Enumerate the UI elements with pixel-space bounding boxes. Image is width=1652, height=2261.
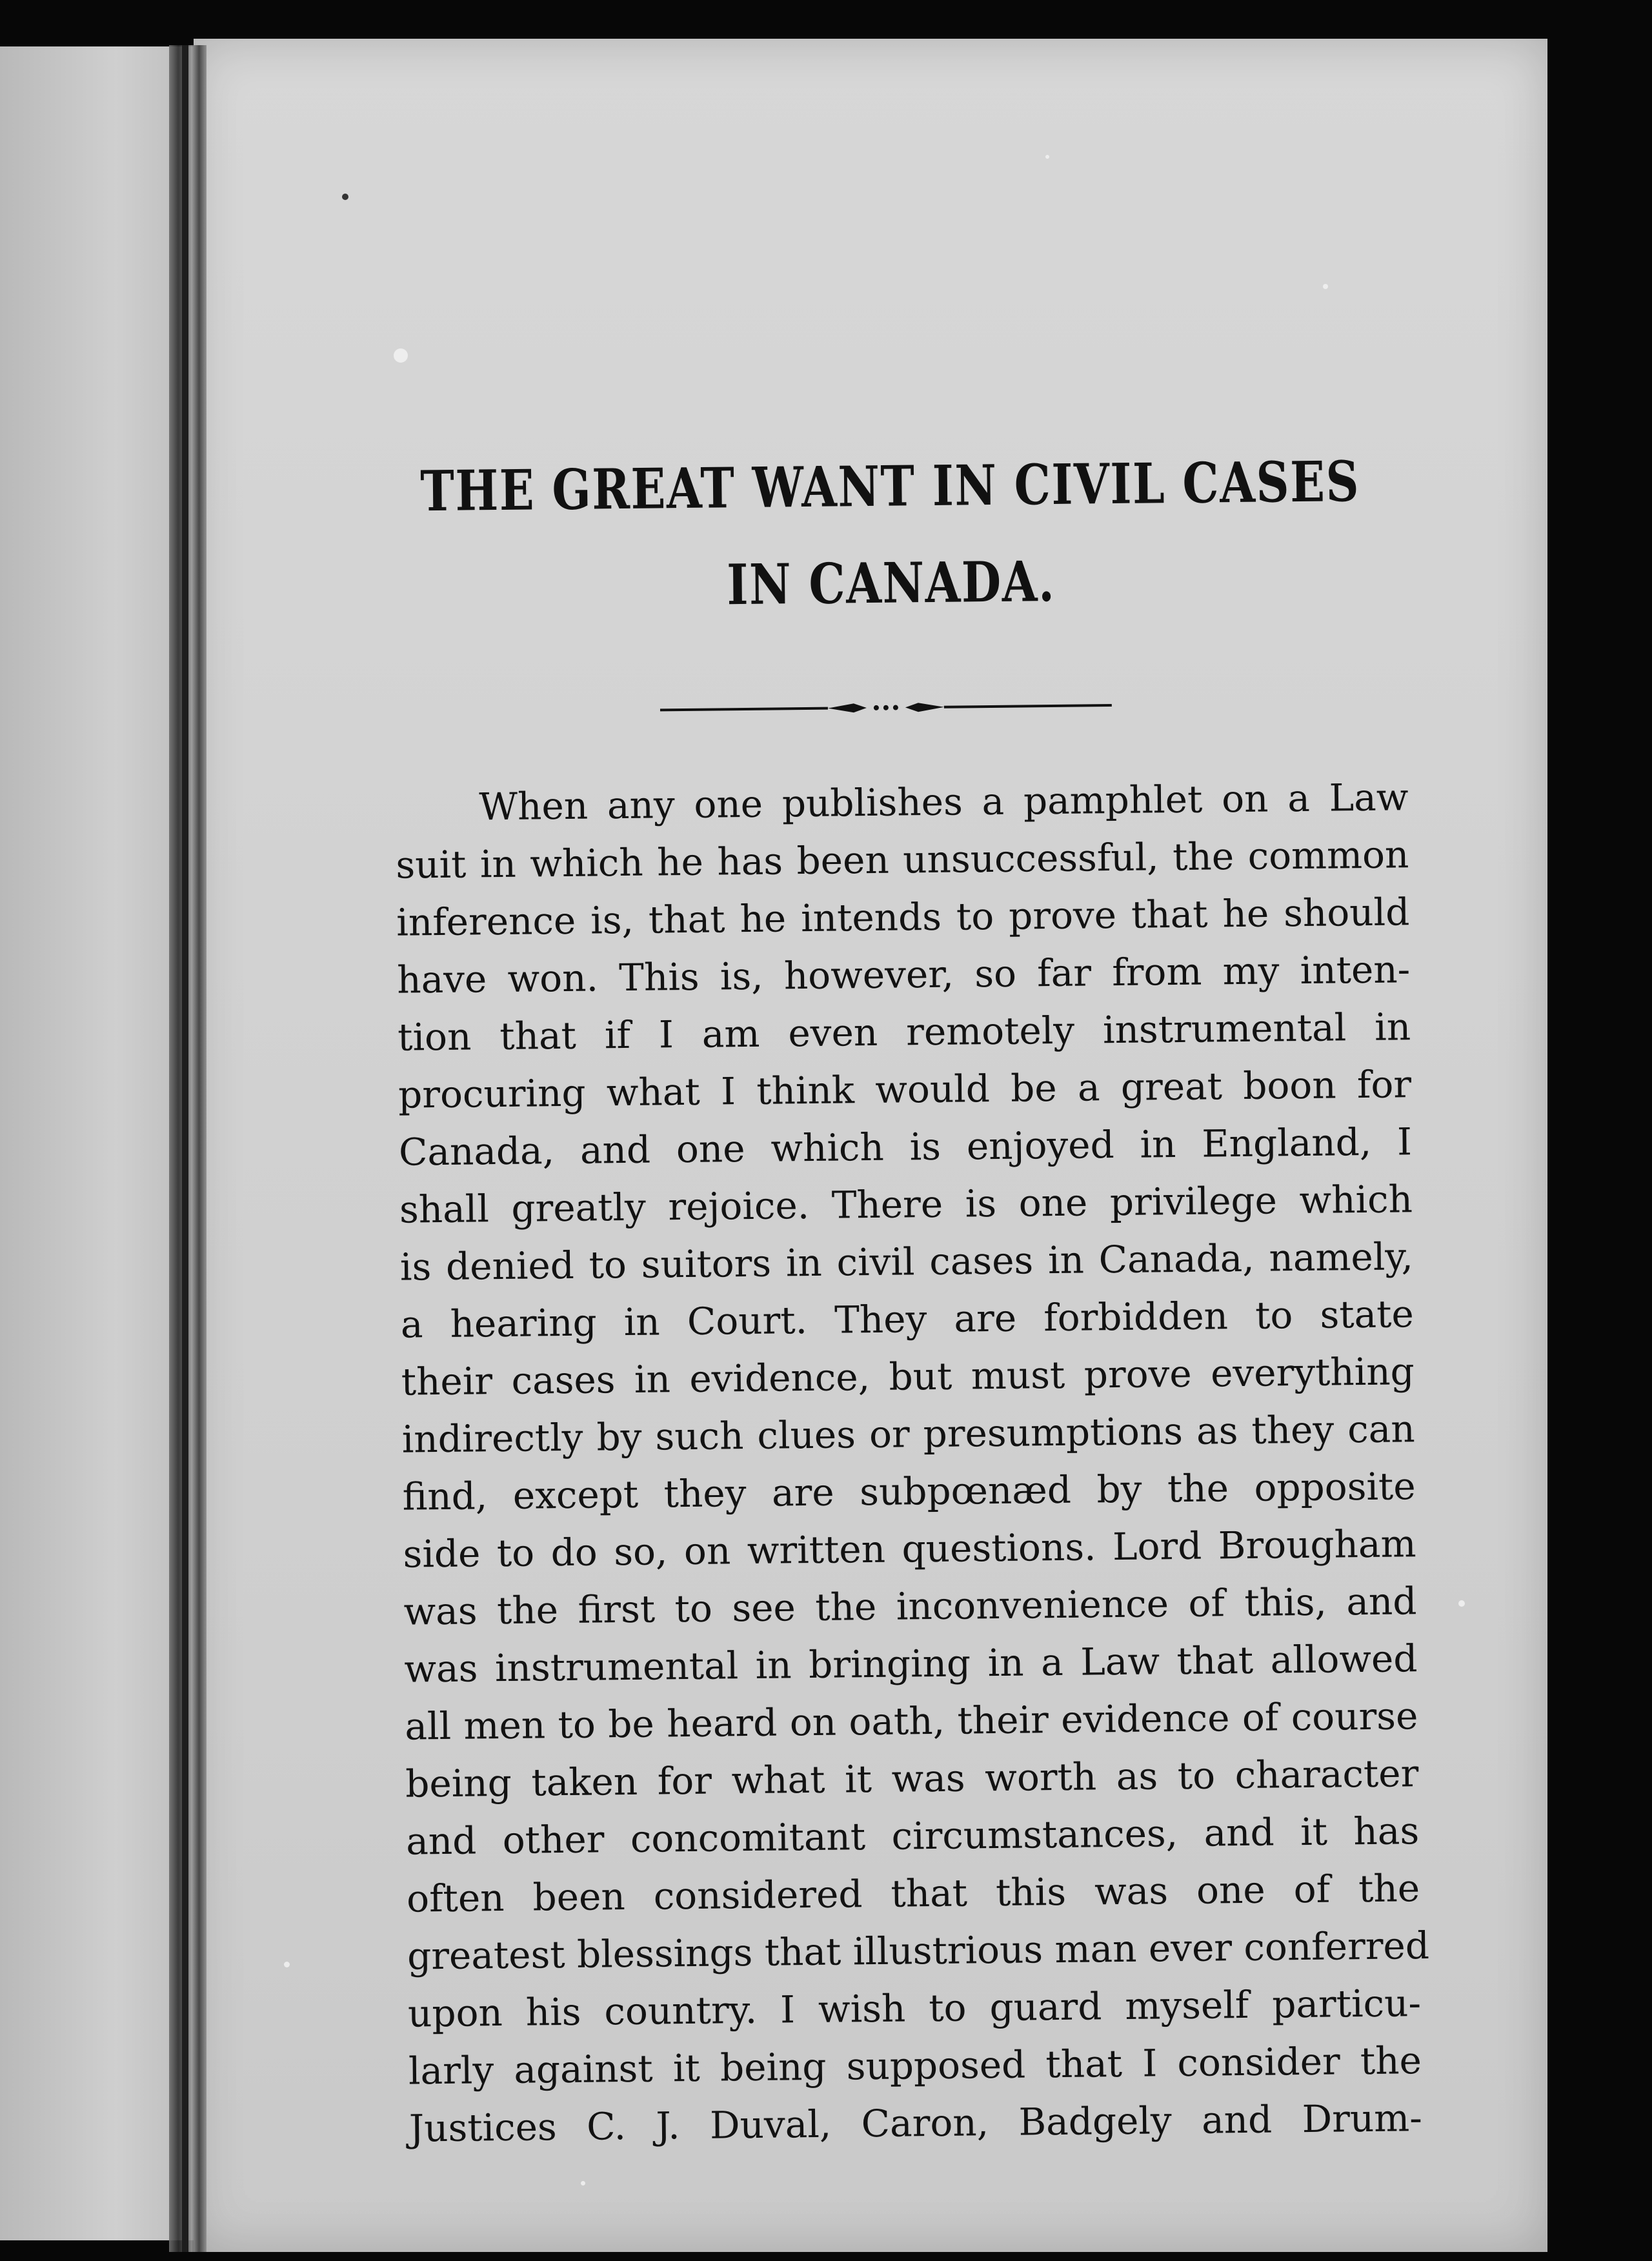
title-ornament-divider	[660, 696, 1112, 719]
title-line-2: IN CANADA.	[726, 548, 1056, 618]
body-paragraph	[395, 769, 1430, 2157]
text-line: tion that if I am even remotely instrumental in	[397, 1005, 1411, 1060]
text-line: all men to be heard on oath, their evidence of course	[405, 1694, 1418, 1749]
text-line: indirectly by such clues or presumptions as they can	[401, 1407, 1416, 1462]
title-line-1: THE GREAT WANT IN CIVIL CASES	[419, 449, 1360, 525]
text-line: and other concomitant circumstances, and it has	[405, 1809, 1420, 1864]
scan-speck	[1323, 284, 1328, 289]
text-line: find, except they are subpœnæd by the opposite	[402, 1464, 1416, 1519]
text-line: Justices C. J. Duval, Caron, Badgely and Drum-	[408, 2096, 1423, 2151]
text-line: have won. This is, however, so far from my inten-	[396, 947, 1411, 1002]
scan-speck	[284, 1962, 290, 1967]
scan-speck	[581, 2181, 585, 2186]
text-line: When any one publishes a pamphlet on a Law	[479, 775, 1409, 829]
scan-speck	[1458, 1600, 1465, 1607]
text-line: was the first to see the inconvenience of this, and	[403, 1579, 1417, 1634]
text-line: shall greatly rejoice. There is one privilege which	[399, 1177, 1413, 1232]
text-line: larly against it being supposed that I consider the	[408, 2038, 1422, 2093]
text-line: greatest blessings that illustrious man ever conferred	[407, 1924, 1430, 1978]
text-line: Canada, and one which is enjoyed in England, I	[398, 1120, 1413, 1174]
document-title	[277, 432, 1505, 639]
scan-speck	[342, 194, 348, 200]
text-line: a hearing in Court. They are forbidden to state	[400, 1292, 1415, 1347]
scan-speck	[1045, 155, 1049, 159]
text-line: procuring what I think would be a great boon for	[398, 1062, 1412, 1117]
text-line: is denied to suitors in civil cases in Canada, namely,	[399, 1234, 1414, 1289]
text-line: side to do so, on written questions. Lord Brougham	[403, 1522, 1416, 1576]
scan-speck	[394, 348, 408, 363]
text-line: their cases in evidence, but must prove everything	[401, 1349, 1415, 1404]
text-line: suit in which he has been unsuccessful, the common	[396, 832, 1409, 887]
text-line: was instrumental in bringing in a Law that allowed	[404, 1636, 1418, 1691]
text-line: upon his country. I wish to guard myself particu-	[407, 1981, 1422, 2036]
page-content	[182, 32, 1559, 2259]
text-line: often been considered that this was one of the	[406, 1866, 1420, 1921]
facing-page-edge	[0, 46, 194, 2240]
binding-thread	[182, 45, 188, 2252]
text-line: being taken for what it was worth as to character	[405, 1751, 1419, 1806]
document-page	[194, 39, 1547, 2252]
text-line: inference is, that he intends to prove that he should	[396, 890, 1410, 945]
